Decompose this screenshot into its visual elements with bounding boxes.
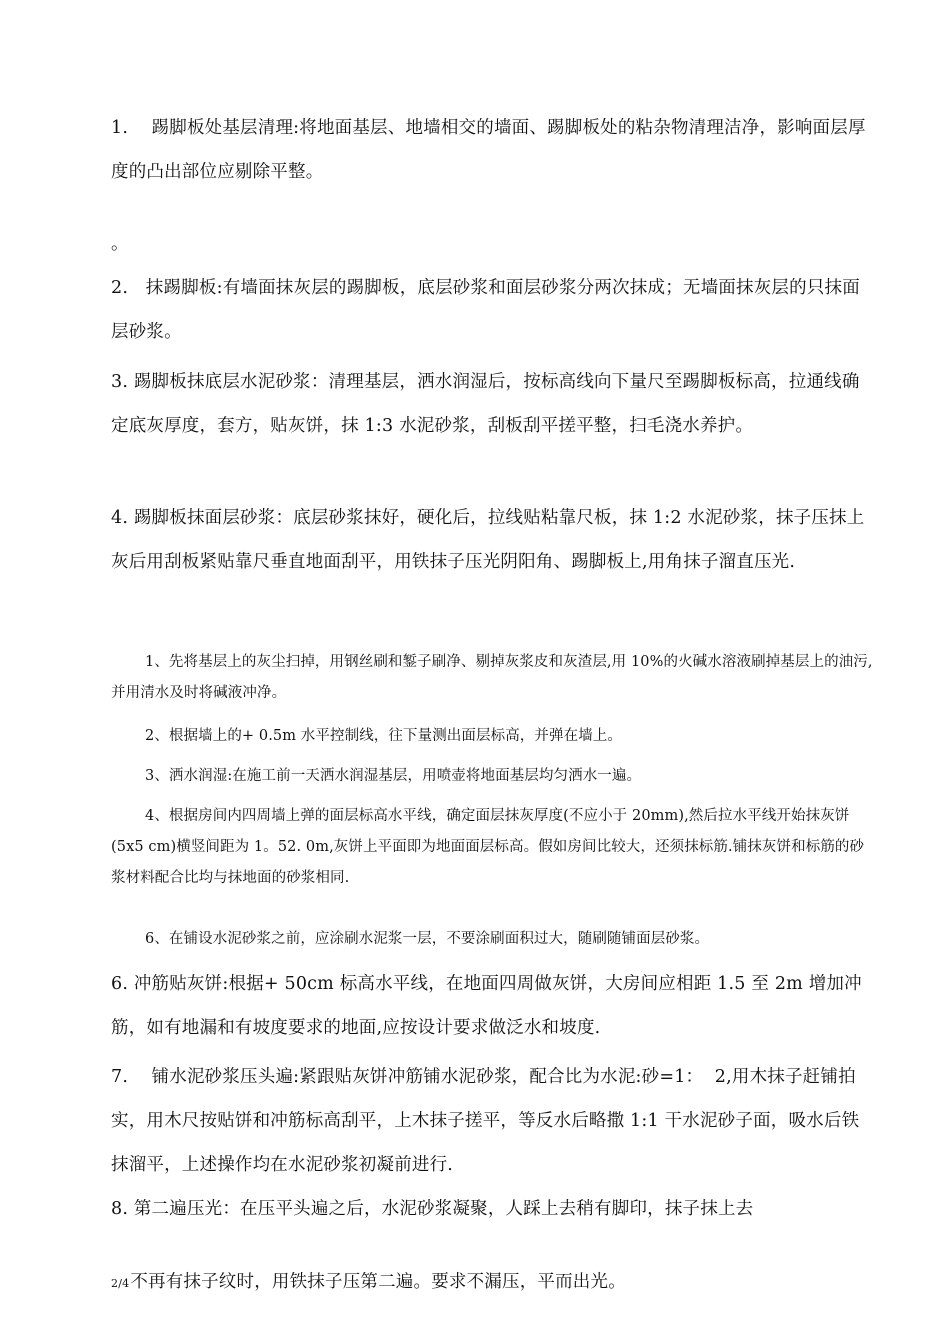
paragraph-3: 3. 踢脚板抹底层水泥砂浆：清理基层，洒水润湿后，按标高线向下量尺至踢脚板标高，拉通线确定底灰厚度，套方，贴灰饼，抹 1:3 水泥砂浆，刮板刮平搓平整，扫毛浇水养护。 — [111, 372, 860, 436]
footer-text: 不再有抹子纹时，用铁抹子压第二遍。要求不漏压，平而出光。 — [130, 1272, 626, 1292]
paragraph-1: 1. 踢脚板处基层清理:将地面基层、地墙相交的墙面、踢脚板处的粘杂物清理洁净，影响面层厚度的凸出部位应剔除平整。 — [111, 118, 866, 182]
paragraph-8: 8. 第二遍压光：在压平头遍之后，水泥砂浆凝聚，人踩上去稍有脚印，抹子抹上去 — [111, 1199, 754, 1219]
step-4: 4、根据房间内四周墙上弹的面层标高水平线，确定面层抹灰厚度(不应小于 20mm),然后拉水平线开始抹灰饼(5x5 cm)横竖间距为 1。52. 0m,灰饼上平面即为地面面层标高。假如房间比较大，还须抹标筋.铺抹灰饼和标筋的砂浆材料配合比均与抹地面的砂浆相同. — [111, 808, 865, 886]
paragraph-4: 4. 踢脚板抹面层砂浆：底层砂浆抹好，硬化后，拉线贴粘靠尺板，抹 1:2 水泥砂浆，抹子压抹上灰后用刮板紧贴靠尺垂直地面刮平，用铁抹子压光阴阳角、踢脚板上,用角抹子溜直压光. — [111, 508, 865, 572]
page-number: 2/4 — [111, 1277, 130, 1290]
step-1: 1、先将基层上的灰尘扫掉，用钢丝刷和錾子刷净、剔掉灰浆皮和灰渣层,用 10%的火碱水溶液刷掉基层上的油污,并用清水及时将碱液冲净。 — [111, 654, 873, 701]
paragraph-7: 7. 铺水泥砂浆压头遍:紧跟贴灰饼冲筋铺水泥砂浆，配合比为水泥:砂=1： 2,用木抹子赶铺拍实，用木尺按贴饼和冲筋标高刮平，上木抹子搓平，等反水后略撒 1:1 干水泥砂子面，吸水后铁抹溜平，上述操作均在水泥砂浆初凝前进行. — [111, 1067, 860, 1175]
paragraph-2: 2. 抹踢脚板:有墙面抹灰层的踢脚板，底层砂浆和面层砂浆分两次抹成；无墙面抹灰层的只抹面层砂浆。 — [111, 278, 860, 342]
paragraph-1-tail: 。 — [111, 234, 129, 254]
page-footer — [111, 1262, 911, 1304]
step-6: 6、在铺设水泥砂浆之前，应涂刷水泥浆一层，不要涂刷面积过大，随刷随铺面层砂浆。 — [145, 931, 710, 947]
step-2: 2、根据墙上的+ 0.5m 水平控制线，往下量测出面层标高，并弹在墙上。 — [145, 728, 622, 744]
step-3: 3、洒水润湿:在施工前一天洒水润湿基层，用喷壶将地面基层均匀洒水一遍。 — [145, 768, 642, 784]
paragraph-6: 6. 冲筋贴灰饼:根据+ 50cm 标高水平线，在地面四周做灰饼，大房间应相距 1.5 至 2m 增加冲筋，如有地漏和有坡度要求的地面,应按设计要求做泛水和坡度. — [111, 974, 862, 1038]
